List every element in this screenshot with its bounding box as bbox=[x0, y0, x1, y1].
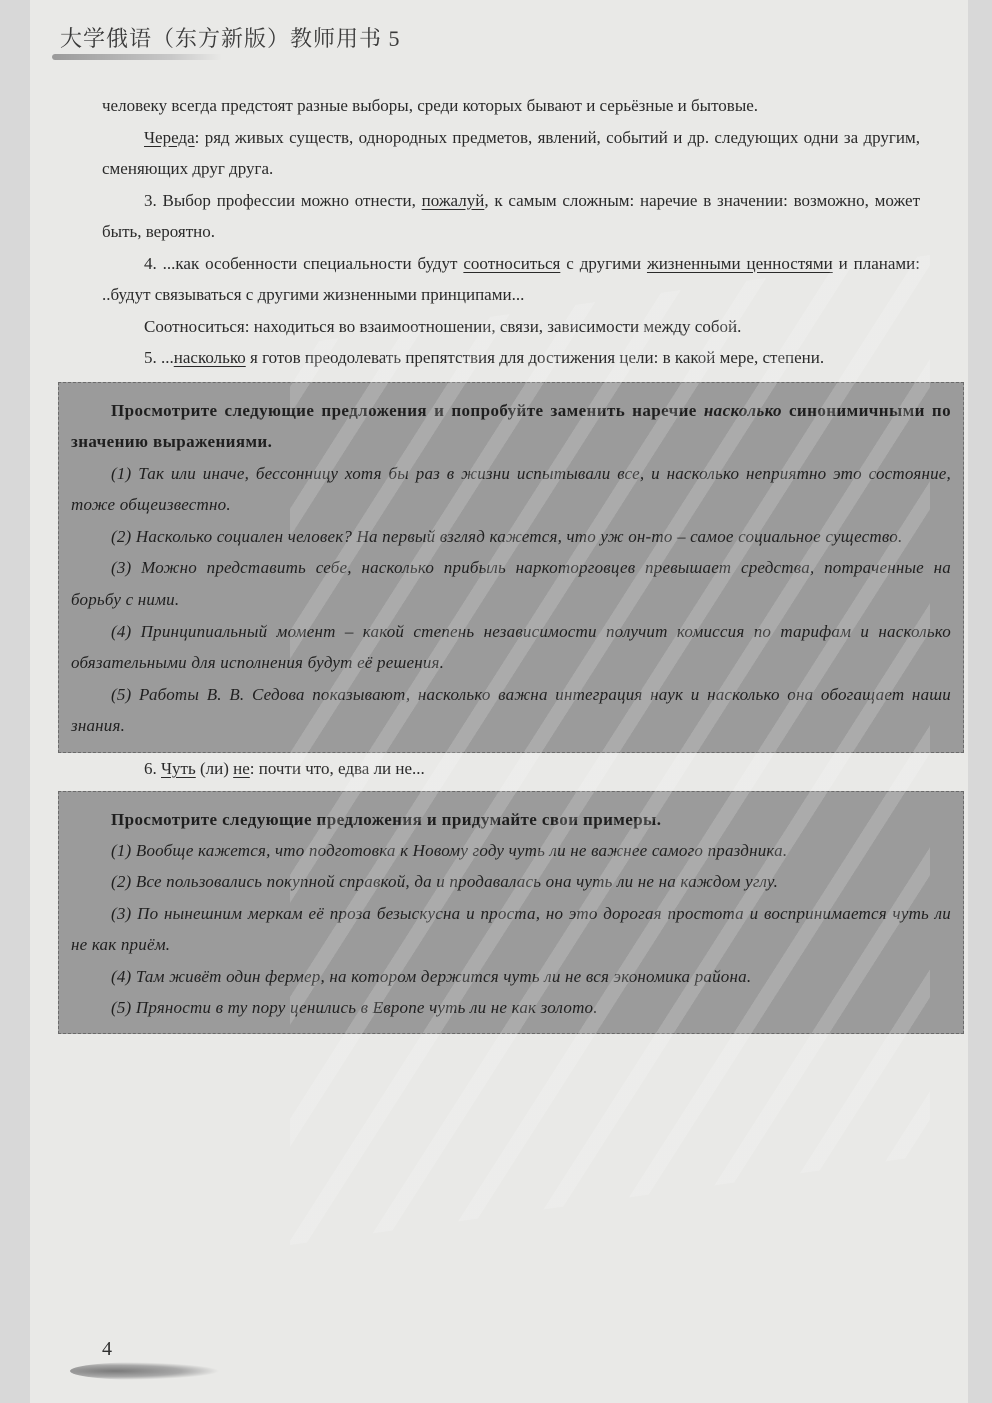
example-sentence: (5) Пряности в ту пору ценились в Европе чуть ли не как золото. bbox=[111, 997, 598, 1017]
task-text-end: синонимичными по значению выражениями. bbox=[71, 400, 951, 452]
paragraph-chereda bbox=[102, 122, 920, 185]
item-4-text: 4. ...как особенности специальности будут bbox=[144, 253, 464, 273]
example-sentence: (4) Там живёт один фермер, на котором держится чуть ли не вся экономика района. bbox=[111, 966, 752, 986]
paragraph-continued: человеку всегда предстоят разные выборы, среди которых бывают и серьёзные и бытовые. bbox=[102, 96, 759, 115]
item-6-text: 6. bbox=[144, 759, 161, 779]
underlined-term: соотноситься bbox=[463, 253, 561, 273]
underlined-term: Череда bbox=[144, 127, 195, 147]
underlined-term: насколько bbox=[173, 348, 246, 367]
example-sentence: (1) Вообще кажется, что подготовка к Новому году чуть ли не важнее самого праздника. bbox=[111, 840, 788, 860]
item-5 bbox=[102, 342, 920, 374]
example-sentence: (1) Так или иначе, бессонницу хотя бы раз в жизни испытывали все, и насколько неприятно это состояние, тоже общеизвестно. bbox=[71, 463, 951, 515]
item-4-definition: Соотноситься: находиться во взаимоотношении, связи, зависимости между собой. bbox=[144, 316, 742, 336]
exercise-box-nasколько bbox=[58, 382, 964, 754]
item-3-text: 3. Выбор профессии можно отнести, bbox=[144, 190, 422, 210]
underlined-term: жизненными ценностями bbox=[646, 253, 833, 273]
item-6-mid: (ли) bbox=[195, 759, 234, 779]
item-5-rest: я готов преодолевать препятствия для достижения цели: в какой мере, степени. bbox=[245, 348, 825, 367]
underlined-term: не bbox=[233, 759, 250, 779]
item-4-rest: и планами: ..будут связываться с другими жизненными принципами... bbox=[102, 253, 920, 304]
exercise-box-chut-li-ne bbox=[58, 791, 964, 1035]
item-6 bbox=[102, 753, 920, 785]
task-keyword: насколько bbox=[703, 400, 782, 420]
book-page bbox=[30, 0, 968, 1403]
item-6-rest: : почти что, едва ли не... bbox=[249, 759, 425, 779]
underlined-term: пожалуй bbox=[421, 190, 485, 210]
example-sentence: (2) Все пользовались покупной справкой, да и продавалась она чуть ли не на каждом углу. bbox=[111, 872, 779, 892]
header-rule bbox=[52, 54, 222, 60]
item-3-rest: , к самым сложным: наречие в значении: возможно, может быть, вероятно. bbox=[102, 190, 920, 241]
running-header: 大学俄语（东方新版）教师用书 5 bbox=[60, 26, 401, 51]
task-text: Просмотрите следующие предложения и попробуйте заменить наречие bbox=[111, 400, 704, 420]
item-3 bbox=[102, 185, 920, 248]
page-content bbox=[71, 90, 951, 1034]
item-5-text: 5. ... bbox=[144, 348, 174, 367]
example-sentence: (3) По нынешним меркам её проза безыскусна и проста, но это дорогая простота и воспринимается чуть ли не как приём. bbox=[71, 903, 951, 955]
underlined-term: Чуть bbox=[161, 759, 196, 779]
footer-decoration bbox=[70, 1362, 220, 1380]
exercise-task: Просмотрите следующие предложения и придумайте свои примеры. bbox=[111, 809, 662, 829]
example-sentence: (3) Можно представить себе, насколько прибыль наркоторговцев превышает средства, потраченные на борьбу с ними. bbox=[71, 558, 951, 610]
example-sentence: (4) Принципиальный момент – какой степень независимости получит комиссия по тарифам и насколько обязательными для исполнения будут её решения. bbox=[71, 621, 951, 673]
item-4 bbox=[102, 248, 920, 311]
example-sentence: (2) Насколько социален человек? На первый взгляд кажется, что уж он-то – самое социальное существо. bbox=[111, 526, 903, 546]
example-sentence: (5) Работы В. В. Седова показывают, насколько важна интеграция наук и насколько она обогащает наши знания. bbox=[71, 684, 951, 736]
page-number: 4 bbox=[102, 1338, 112, 1360]
item-4-mid: с другими bbox=[560, 253, 647, 273]
definition-text: : ряд живых существ, однородных предметов, явлений, событий и др. следующих одни за другим, сменяющих друг друга. bbox=[102, 127, 920, 178]
exercise-task bbox=[71, 395, 951, 458]
